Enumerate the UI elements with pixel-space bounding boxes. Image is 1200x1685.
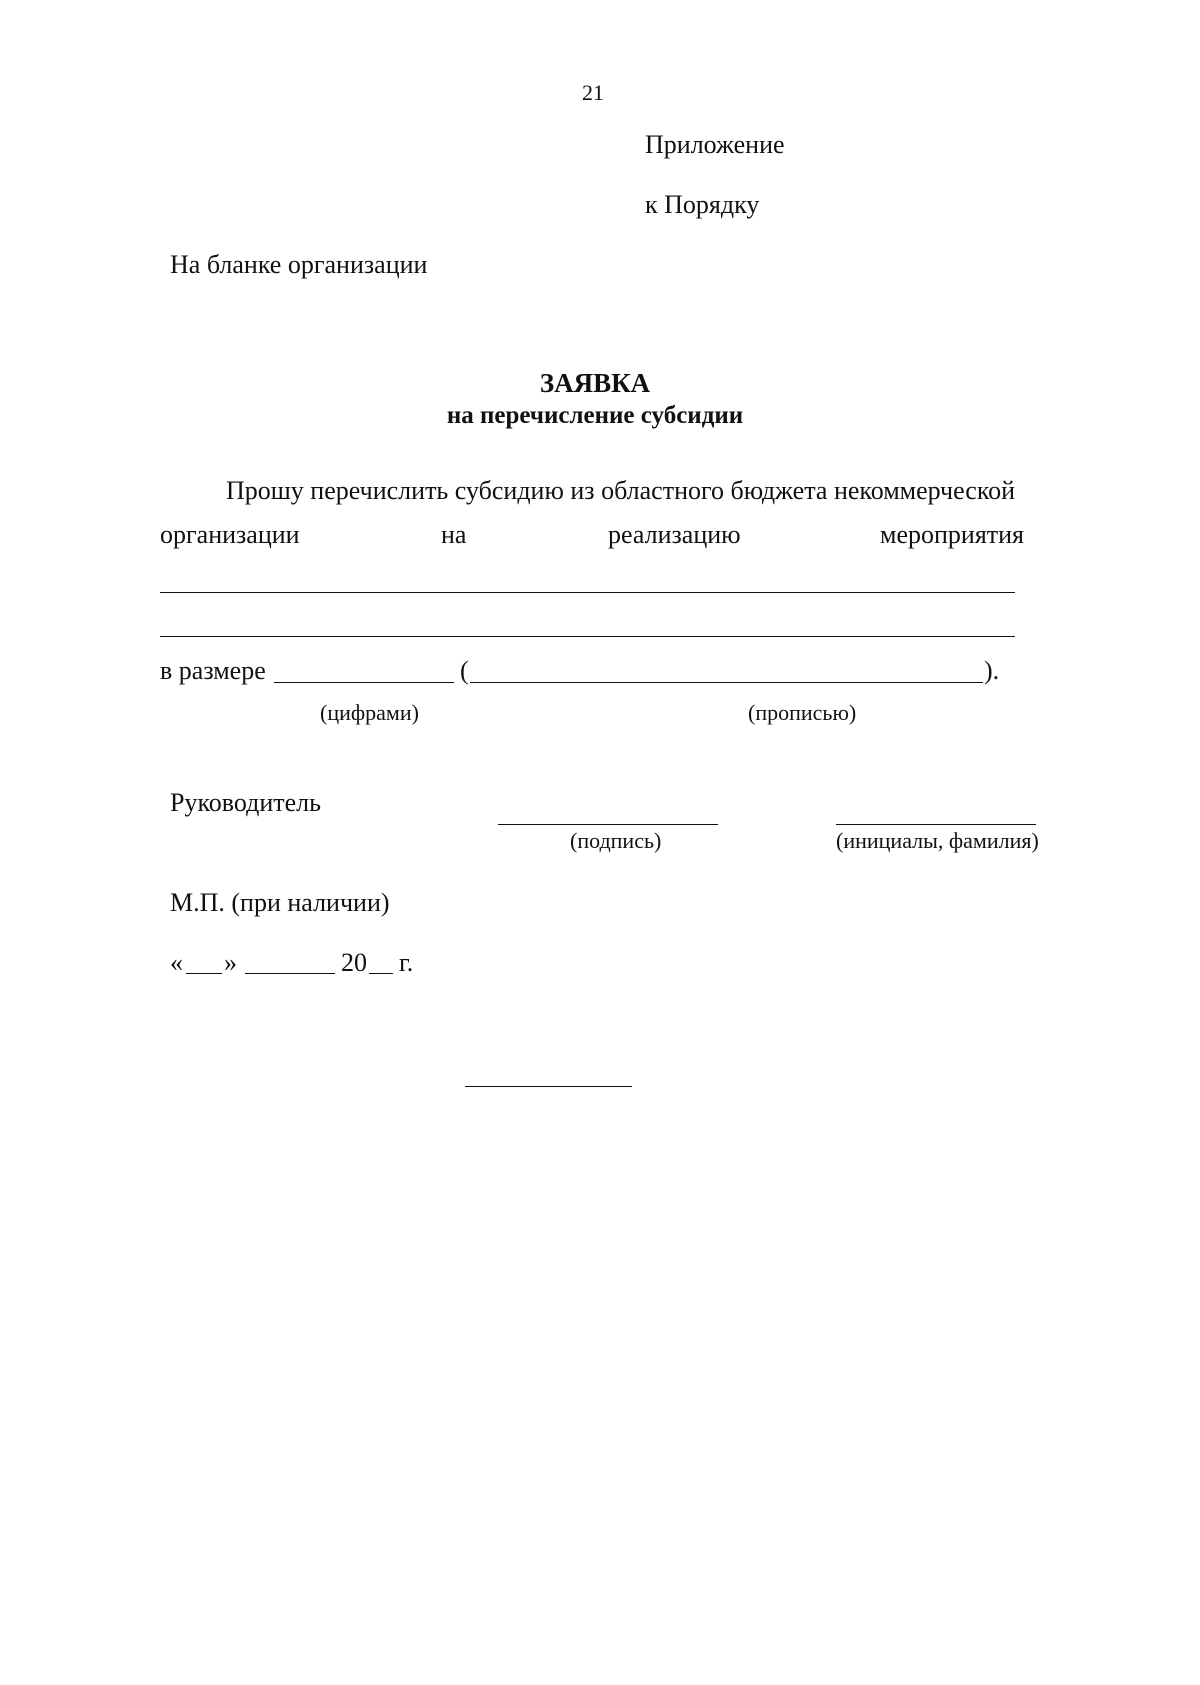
hint-words: (прописью) [748,700,857,725]
request-paragraph-line1: Прошу перечислить субсидию из областного бюджета некоммерческой [226,476,1016,505]
closing-separator [465,1086,632,1087]
appendix-reference: к Порядку [645,190,760,219]
name-field[interactable] [836,824,1036,825]
signature-field[interactable] [498,824,718,825]
paragraph-word: реализацию [608,520,741,549]
paragraph-word: на [441,520,467,549]
year-prefix: 20 [341,948,367,977]
stamp-label: М.П. (при наличии) [170,888,390,917]
hint-signature: (подпись) [570,828,662,853]
letterhead-note: На бланке организации [170,250,428,279]
event-name-field-line-2[interactable] [160,636,1015,637]
date-close-quote: » [224,948,237,977]
paragraph-word: организации [160,520,300,549]
amount-words-field[interactable] [470,682,983,683]
head-label: Руководитель [170,788,321,817]
event-name-field-line-1[interactable] [160,592,1015,593]
document-title: ЗАЯВКА [539,368,651,398]
document-subtitle: на перечисление субсидии [446,402,744,429]
year-field[interactable] [369,973,393,974]
close-paren: ). [984,656,1000,685]
open-paren: ( [460,656,469,685]
amount-label: в размере [160,656,266,685]
day-field[interactable] [186,973,222,974]
amount-digits-field[interactable] [274,682,454,683]
page-number: 21 [582,80,604,105]
date-open-quote: « [170,948,183,977]
hint-digits: (цифрами) [320,700,419,725]
month-field[interactable] [245,973,335,974]
year-suffix: г. [399,948,414,977]
paragraph-word: мероприятия [880,520,1025,549]
hint-name: (инициалы, фамилия) [836,828,1039,853]
appendix-title: Приложение [645,130,785,159]
